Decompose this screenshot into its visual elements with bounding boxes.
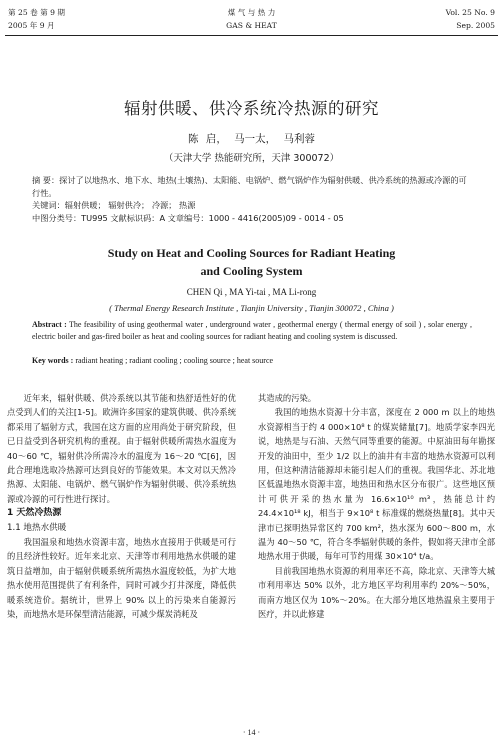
abstract-cn [32,174,472,199]
intro-paragraph: 近年来，辐射供暖、供冷系统以其节能和热舒适性好的优点受到人们的关注[1-5]。欧洲许多国家的建筑供暖、供冷系统都采用了辐射方式，我国在这方面的应用尚处于研究阶段，但已日益受到各研究机构的重视。由于辐射供暖所需热水温度为 40～60 ℃，辐射供冷所需冷水的温度为 16～20 ℃[6]，因此合理地选取冷热源可达到良好的节能效果。本文对以天然冷热源、太阳能、电锅炉、燃气锅炉作为辐射供暖、供冷系统热源或冷源的可行性进行探讨。 [7,393,236,504]
abstract-cn-label: 摘 要： [32,175,60,185]
header-journal-en: GAS & HEAT [226,21,277,30]
section-1-1-paragraph: 我国温泉和地热水资源丰富，地热水直接用于供暖是可行的且经济性较好。近年来北京、天津等市利用地热水供暖的建筑日益增加，由于辐射供暖系统所需热水温度较低，为扩大地热水使用范围提供了有利条件，同时可减少打井深度，降低供暖系统造价。据统计，世界上 90% 以上的污染来自能源污染，而地热水是环保型清洁能源，可减少煤炭消耗及 [7,537,236,620]
body-right-column [258,391,495,622]
header-date: 2005 年 9 月 [8,21,55,30]
abstract-cn-text: 探讨了以地热水、地下水、地热(土壤热)、太阳能、电锅炉、燃气锅炉作为辐射供暖、供冷系统的热源或冷源的可行性。 [32,175,467,198]
header-vol-en: Vol. 25 No. 9 [445,8,495,17]
authors-cn: 陈 启， 马一太， 马利蓉 [187,133,315,145]
classification-line: 中图分类号：TU995 文献标识码：A 文章编号：1000 - 4416(2005)09 - 0014 - 05 [32,213,344,223]
right-paragraph-2: 我国的地热水资源十分丰富，深度在 2 000 m 以上的地热水资源相当于约 4 000×10⁸ t 的煤炭储量[7]。地质学家李四光说，地热是与石油、天然气同等重要的能源。中原油田每年勘探开发的油田中，至少 1/2 以上的油井有丰富的地热水资源可以利用，但这种清洁能源却未能引起人们的重视。我国华北、苏北地区低温地热水资源丰富，地热田和热水区分布很广。这些地区预计可供开采的热水量为 16.6×10¹⁰ m³，热能总计约 24.4×10¹⁸ kJ，相当于 9×10⁸ t 标准煤的燃烧热量[8]。其中天津市已探明热异常区约 700 km²，热水深为 600～800 m，水温为 40～50 ℃，符合冬季辐射供暖的条件，假如将天津市全部地热水用于供暖，每年可节约用煤 30×10⁴ t/a。 [258,407,495,562]
paper-title-cn: 辐射供暖、供冷系统冷热源的研究 [124,99,379,118]
right-continuation: 其造成的污染。 [258,393,317,403]
page-number: · 14 · [242,728,261,737]
keywords-cn-text: 辐射供暖； 辐射供冷； 冷源； 热源 [64,200,196,210]
authors-en: CHEN Qi , MA Yi-tai , MA Li-rong [186,287,317,297]
keywords-en-label: Key words : [32,356,74,365]
header-rule [5,35,498,36]
abstract-en-label: Abstract : [32,320,67,329]
paper-title-en-line2: and Cooling System [200,264,303,278]
paper-title-en-line1: Study on Heat and Cooling Sources for Radiant Heating [107,246,396,260]
section-1-1-heading: 1.1 地热水供暖 [7,522,67,533]
keywords-cn [32,199,472,212]
header-volume: 第 25 卷 第 9 期 [8,8,65,17]
abstract-en [32,319,472,342]
header-date-en: Sep. 2005 [456,21,495,30]
abstract-en-text: The feasibility of using geothermal water , underground water , geothermal energy ( thermal energy of soil ) , solar energy , electric boiler and gas-fired boiler as heat and cooling sources for radiant heating and cooling system is discussed. [32,320,472,341]
keywords-en [32,355,472,367]
keywords-cn-label: 关键词： [32,200,65,210]
body-left-column [7,391,236,622]
affiliation-en: ( Thermal Energy Research Institute , Tianjin University , Tianjin 300072 , China ) [109,303,394,313]
keywords-en-text: radiant heating ; radiant cooling ; cooling source ; heat source [73,356,274,365]
affiliation-cn: （天津大学 热能研究所，天津 300072） [163,153,340,164]
section-1-heading: 1 天然冷热源 [7,508,62,519]
header-journal-cn: 煤 气 与 热 力 [227,8,276,17]
right-paragraph-3: 目前我国地热水资源的利用率还不高，除北京、天津等大城市利用率达 50% 以外，北方地区平均利用率约 20%～50%，而南方地区仅为 10%～20%。在大部分地区地热温泉主要用于医疗，并以此修建 [258,565,495,620]
